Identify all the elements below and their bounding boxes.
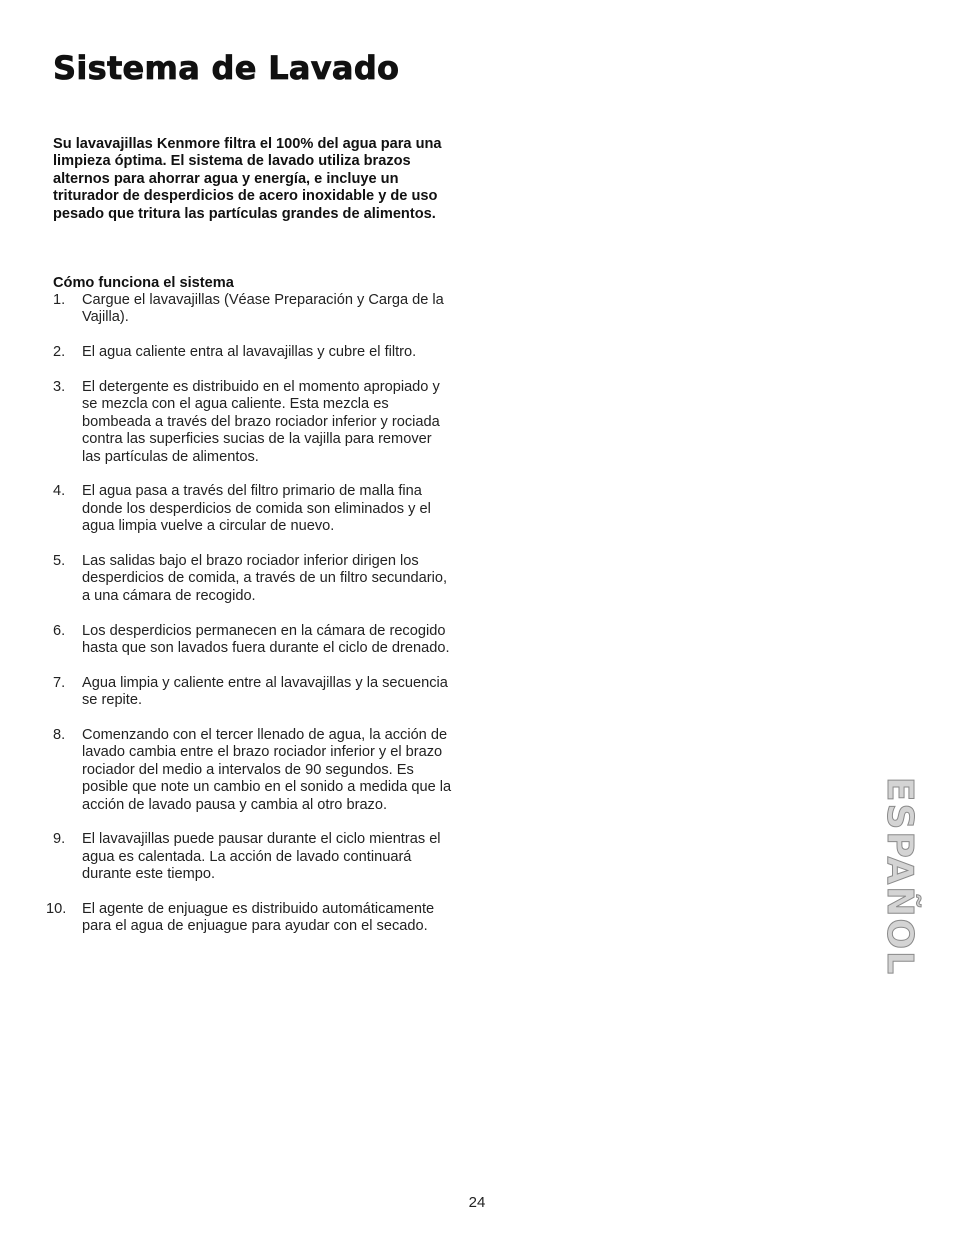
step-number: 10. xyxy=(46,901,67,918)
step-text: Las salidas bajo el brazo rociador inferior dirigen los desperdicios de comida, a través de un filtro secundario, a una cámara de recogido. xyxy=(82,553,448,604)
steps-list xyxy=(46,292,453,953)
step-item xyxy=(53,483,453,535)
step-number: 6. xyxy=(53,622,66,639)
step-number: 8. xyxy=(53,727,66,744)
language-label: ESPAÑOL xyxy=(879,776,921,976)
step-item xyxy=(53,553,453,605)
page-number: 24 xyxy=(468,1194,486,1211)
step-number: 2. xyxy=(53,344,66,361)
step-number: 4. xyxy=(53,483,66,500)
step-text: El agua pasa a través del filtro primario de malla fina donde los desperdicios de comida son eliminados y el agua limpia vuelve a circular de nuevo. xyxy=(82,483,431,535)
step-text: Agua limpia y caliente entre al lavavajillas y la secuencia se repite. xyxy=(82,674,448,709)
step-item xyxy=(53,727,453,814)
step-number: 3. xyxy=(53,379,66,395)
step-text: El lavavajillas puede pausar durante el ciclo mientras el agua es calentada. La acción de lavado continuará durante este tiempo. xyxy=(82,831,441,883)
section-heading: Cómo funciona el sistema xyxy=(53,275,234,291)
step-text: El agua caliente entra al lavavajillas y cubre el filtro. xyxy=(82,344,417,361)
step-number: 1. xyxy=(53,292,66,308)
step-item xyxy=(53,831,453,883)
step-item xyxy=(53,623,453,658)
intro-paragraph: Su lavavajillas Kenmore filtra el 100% del agua para una limpieza óptima. El sistema de lavado utiliza brazos alternos para ahorrar agua y energía, e incluye un triturador de desperdicios de acero inoxidable y de uso pesado que tritura las partículas grandes de alimentos. xyxy=(53,136,442,222)
step-text: Los desperdicios permanecen en la cámara de recogido hasta que son lavados fuera durante el ciclo de drenado. xyxy=(82,622,450,657)
language-side-tab xyxy=(880,776,920,976)
page-title: Sistema de Lavado xyxy=(53,49,400,87)
step-number: 5. xyxy=(53,553,66,570)
step-item xyxy=(53,292,453,327)
step-number: 7. xyxy=(53,674,66,691)
step-text: El agente de enjuague es distribuido automáticamente para el agua de enjuague para ayudar con el secado. xyxy=(82,901,435,935)
step-item xyxy=(53,379,453,466)
step-text: Comenzando con el tercer llenado de agua, la acción de lavado cambia entre el brazo rociador inferior y el brazo rociador del medio a intervalos de 90 segundos. Es posible que note un cambio en el sonido a medida que la acción de lavado pausa y cambia al otro brazo. xyxy=(82,727,452,813)
step-number: 9. xyxy=(53,831,66,848)
step-item xyxy=(53,675,453,710)
step-item xyxy=(46,901,453,936)
step-text: Cargue el lavavajillas (Véase Preparación y Carga de la Vajilla). xyxy=(82,292,444,326)
step-text: El detergente es distribuido en el momento apropiado y se mezcla con el agua caliente. Esta mezcla es bombeada a través del brazo rociador inferior y rociada contra las superficies sucias de la vajilla para remover las partículas de alimentos. xyxy=(82,379,440,465)
step-item xyxy=(53,344,453,361)
